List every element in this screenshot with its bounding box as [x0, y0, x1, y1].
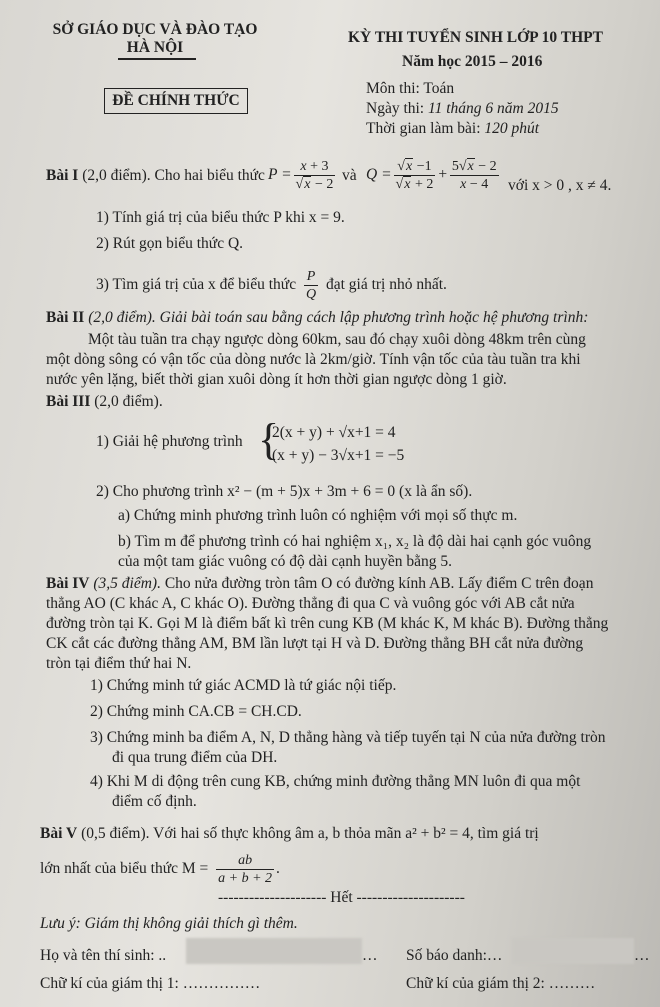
expression-q: Q = $\frac{√x -1}{√x + 2}$ + $\frac{5√x - 2}{x - 4}$ — [366, 159, 497, 192]
redacted-name — [186, 938, 362, 964]
system-brace: { — [258, 415, 280, 464]
candidate-name-label: Họ và tên thí sinh: .. — [40, 947, 167, 964]
bai4-line2: thẳng AO (C khác A, C khác O). Đường thẳng đi qua C và vuông góc với AB cắt nửa — [46, 595, 575, 612]
bai4-heading: Bài IV (3,5 điểm). Cho nửa đường tròn tâm O có đường kính AB. Lấy điểm C trên đoạn — [46, 575, 594, 592]
bai3-q1: 1) Giải hệ phương trình — [96, 433, 243, 450]
expression-p: P = $\frac{x + 3}{√x - 2}$ — [268, 159, 334, 192]
subject: Môn thi: Toán — [366, 80, 455, 97]
proctor1-signature: Chữ kí của giám thị 1: …………… — [40, 975, 261, 992]
bai4-line5: tròn tại điểm thứ hai N. — [46, 655, 192, 672]
candidate-number-label: Số báo danh:… — [406, 947, 503, 964]
proctor2-signature: Chữ kí của giám thị 2: ……… — [406, 975, 596, 992]
bai1-q2: 2) Rút gọn biểu thức Q. — [96, 235, 244, 252]
official-label: ĐỀ CHÍNH THỨC — [112, 92, 240, 109]
bai4-q3-line1: 3) Chứng minh ba điểm A, N, D thẳng hàng và tiếp tuyến tại N của nửa đường tròn — [90, 729, 606, 746]
department-line2: HÀ NỘI — [126, 39, 184, 56]
end-marker: --------------------- Hết --------------------- — [218, 889, 465, 906]
bai4-q2: 2) Chứng minh CA.CB = CH.CD. — [90, 703, 302, 720]
bai5-line1: Bài V (0,5 điểm). Với hai số thực không âm a, b thỏa mãn a² + b² = 4, tìm giá trị — [40, 825, 539, 842]
bai3-q2b-line2: của một tam giác vuông có độ dài cạnh huyền bằng 5. — [118, 553, 453, 570]
system-eq2: (x + y) − 3√x+1 = −5 — [272, 447, 405, 464]
bai3-heading: Bài III (2,0 điểm). — [46, 393, 163, 410]
redacted-number — [512, 938, 634, 964]
candidate-number-dots: … — [634, 947, 650, 964]
bai4-q1: 1) Chứng minh tứ giác ACMD là tứ giác nội tiếp. — [90, 677, 397, 694]
footer-note: Lưu ý: Giám thị không giải thích gì thêm. — [40, 915, 298, 932]
bai4-q4-line2: điểm cố định. — [112, 793, 197, 810]
bai3-q2a: a) Chứng minh phương trình luôn có nghiệm với mọi số thực m. — [118, 507, 518, 524]
exam-date: Ngày thi: 11 tháng 6 năm 2015 — [366, 100, 559, 117]
bai1-condition: với x > 0 , x ≠ 4. — [508, 177, 612, 194]
bai4-q4-line1: 4) Khi M di động trên cung KB, chứng minh đường thẳng MN luôn đi qua một — [90, 773, 581, 790]
bai2-heading: Bài II (2,0 điểm). Giải bài toán sau bằng cách lập phương trình hoặc hệ phương trình: — [46, 309, 589, 326]
system-eq1: 2(x + y) + √x+1 = 4 — [272, 424, 396, 441]
bai4-line3: đường tròn tại K. Gọi M là điểm bất kì trên cung KB (M khác K, M khác B). Đường thẳng — [46, 615, 609, 632]
bai1-q1: 1) Tính giá trị của biểu thức P khi x = 9. — [96, 209, 345, 226]
department-line1: SỞ GIÁO DỤC VÀ ĐÀO TẠO — [52, 21, 258, 38]
exam-title: KỲ THI TUYỂN SINH LỚP 10 THPT — [348, 29, 603, 46]
bai3-q2b-line1: b) Tìm m để phương trình có hai nghiệm x₁, x₂ là độ dài hai cạnh góc vuông — [118, 533, 592, 550]
bai2-line1: Một tàu tuần tra chạy ngược dòng 60km, sau đó chạy xuôi dòng 48km trên cùng — [88, 331, 586, 348]
bai2-line3: nước yên lặng, biết thời gian xuôi dòng ít hơn thời gian ngược dòng 1 giờ. — [46, 371, 507, 388]
bai3-q2: 2) Cho phương trình x² − (m + 5)x + 3m + 6 = 0 (x là ẩn số). — [96, 483, 473, 500]
candidate-name-dots: … — [362, 947, 378, 964]
bai5-line2: lớn nhất của biểu thức M = $\frac{ab}{a + b + 2}$ . — [40, 853, 280, 886]
bai4-line4: CK cắt các đường thẳng AM, BM lần lượt tại H và D. Đường thẳng BH cắt nửa đường — [46, 635, 584, 652]
conj-va: và — [342, 167, 357, 184]
school-year: Năm học 2015 – 2016 — [402, 53, 543, 70]
bai2-line2: một dòng sông có vận tốc của dòng nước là 2km/giờ. Tính vận tốc của tàu tuần tra khi — [46, 351, 581, 368]
bai1-q3: 3) Tìm giá trị của x để biểu thức $\frac{P}{Q}$ đạt giá trị nhỏ nhất. — [96, 269, 447, 302]
header-underline — [118, 58, 196, 60]
exam-duration: Thời gian làm bài: 120 phút — [366, 120, 540, 137]
bai1-heading: Bài I (2,0 điểm). Cho hai biểu thức — [46, 167, 265, 184]
bai4-q3-line2: đi qua trung điểm của DH. — [112, 749, 278, 766]
